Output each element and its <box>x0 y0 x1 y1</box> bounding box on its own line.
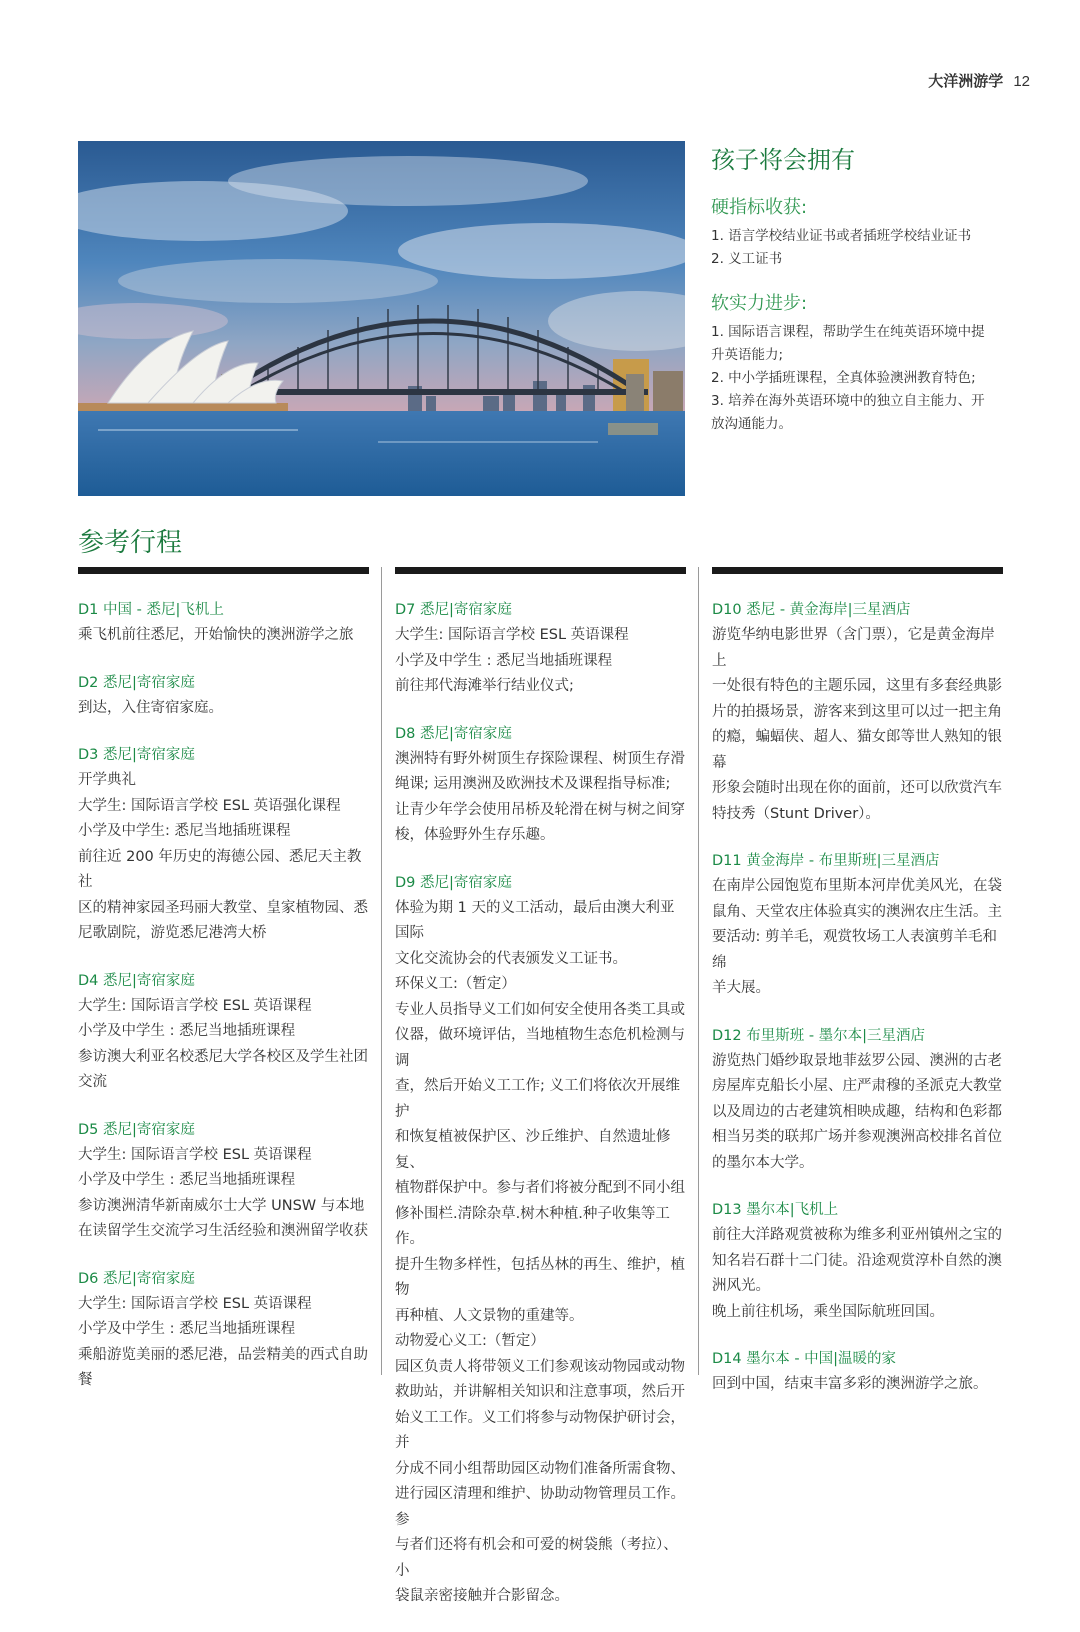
day-title: D10 悉尼 - 黄金海岸|三星酒店 <box>712 602 911 618</box>
day-title: D11 黄金海岸 - 布里斯班|三星酒店 <box>712 853 940 869</box>
hard-benefits-heading: 硬指标收获: <box>711 197 808 218</box>
day-description-line: 游览热门婚纱取景地菲兹罗公园、澳洲的古老 <box>712 1052 1002 1069</box>
day-description-line: 小学及中学生 : 悉尼当地插班课程 <box>78 1172 296 1188</box>
list-item: 2. 中小学插班课程，全真体验澳洲教育特色; <box>711 370 976 386</box>
day-description-line: 与者们还将有机会和可爱的树袋熊（考拉）、小 <box>395 1537 678 1579</box>
list-item: 升英语能力; <box>711 347 784 363</box>
day-description-line: 前往近 200 年历史的海德公园、悉尼天主教社 <box>78 848 362 890</box>
day-description-line: 在读留学生交流学习生活经验和澳洲留学收获 <box>78 1223 368 1239</box>
page-number: 12 <box>1013 73 1030 90</box>
day-description-line: 文化交流协会的代表颁发义工证书。 <box>395 950 627 967</box>
day-description-line: 回到中国，结束丰富多彩的澳洲游学之旅。 <box>712 1376 988 1392</box>
day-description-line: 大学生: 国际语言学校 ESL 英语课程 <box>78 1146 312 1163</box>
itinerary-day <box>78 1267 369 1394</box>
day-title: D3 悉尼|寄宿家庭 <box>78 747 195 763</box>
itinerary-day <box>712 849 1003 1002</box>
brand-title: 大洋洲游学 <box>928 72 1004 90</box>
day-description-line: 交流 <box>78 1074 107 1090</box>
day-description-line: 大学生: 国际语言学校 ESL 英语课程 <box>78 1295 312 1312</box>
day-description-line: 绳课; 运用澳洲及欧洲技术及课程指导标准; <box>395 776 671 792</box>
day-description-line: 的瘾，蝙蝠侠、超人、猫女郎等世人熟知的银幕 <box>712 729 1002 771</box>
day-title: D5 悉尼|寄宿家庭 <box>78 1121 195 1138</box>
column-divider <box>381 567 382 1375</box>
day-description-line: 相当另类的联邦广场并参观澳洲高校排名首位 <box>712 1129 1002 1145</box>
day-title: D8 悉尼|寄宿家庭 <box>395 725 512 742</box>
soft-benefits-heading: 软实力进步: <box>711 293 808 314</box>
day-description-line: 提升生物多样性，包括丛林的再生、维护，植物 <box>395 1256 685 1298</box>
day-description-line: 仪器，做环境评估，当地植物生态危机检测与调 <box>395 1027 685 1069</box>
day-description-line: 小学及中学生 : 悉尼当地插班课程 <box>78 1321 296 1337</box>
list-item: 3. 培养在海外英语环境中的独立自主能力、开 <box>711 393 985 409</box>
day-description-line: 大学生: 国际语言学校 ESL 英语课程 <box>395 627 629 643</box>
day-description-line: 以及周边的古老建筑相映成趣，结构和色彩都 <box>712 1103 1002 1120</box>
page-header <box>928 70 1030 91</box>
day-description-line: 进行园区清理和维护、协助动物管理员工作。参 <box>395 1486 685 1528</box>
itinerary-day <box>78 969 369 1096</box>
itinerary-day <box>395 722 686 849</box>
itinerary-day <box>712 598 1003 827</box>
day-description-line: 环保义工:（暂定） <box>395 976 516 992</box>
itinerary-day <box>78 671 369 722</box>
day-description-line: 园区负责人将带领义工们参观该动物园或动物 <box>395 1358 685 1375</box>
day-description-line: 到达，入住寄宿家庭。 <box>78 699 223 716</box>
day-title: D2 悉尼|寄宿家庭 <box>78 674 195 691</box>
day-description-line: 洲风光。 <box>712 1278 770 1294</box>
day-description-line: 特技秀（Stunt Driver）。 <box>712 805 880 822</box>
list-item: 1. 国际语言课程，帮助学生在纯英语环境中提 <box>711 324 985 340</box>
day-description-line: 专业人员指导义工们如何安全使用各类工具或 <box>395 1001 685 1018</box>
day-description-line: 的墨尔本大学。 <box>712 1154 814 1171</box>
benefits-title: 孩子将会拥有 <box>711 146 855 174</box>
day-description-line: 参访澳洲清华新南威尔士大学 UNSW 与本地 <box>78 1197 365 1214</box>
list-item: 1. 语言学校结业证书或者插班学校结业证书 <box>711 228 972 244</box>
day-description-line: 要活动: 剪羊毛，观赏牧场工人表演剪羊毛和绵 <box>712 929 997 971</box>
column-divider <box>698 567 699 1375</box>
hard-benefits-list <box>711 225 1011 271</box>
day-title: D13 墨尔本|飞机上 <box>712 1202 839 1218</box>
day-description-line: 植物群保护中。参与者们将被分配到不同小组 <box>395 1180 685 1196</box>
day-description-line: 参访澳大利亚名校悉尼大学各校区及学生社团 <box>78 1048 368 1065</box>
day-description-line: 前往邦代海滩举行结业仪式; <box>395 678 574 694</box>
day-title: D9 悉尼|寄宿家庭 <box>395 874 512 891</box>
day-description-line: 游览华纳电影世界（含门票），它是黄金海岸上 <box>712 627 995 669</box>
list-item: 2. 义工证书 <box>711 251 783 267</box>
day-description-line: 小学及中学生: 悉尼当地插班课程 <box>78 823 291 839</box>
itinerary-day <box>78 743 369 947</box>
harbour-illustration <box>78 141 685 496</box>
itinerary-day <box>395 598 686 700</box>
soft-benefits-list <box>711 321 1011 436</box>
day-description-line: 分成不同小组帮助园区动物们准备所需食物、 <box>395 1460 685 1477</box>
day-description-line: 房屋库克船长小屋、庄严肃穆的圣派克大教堂 <box>712 1078 1002 1094</box>
column-rule <box>395 567 686 574</box>
itinerary-title: 参考行程 <box>78 528 183 558</box>
day-description-line: 鼠角、天堂农庄体验真实的澳洲农庄生活。主 <box>712 903 1002 920</box>
day-description-line: 小学及中学生 : 悉尼当地插班课程 <box>395 652 613 669</box>
itinerary-day <box>712 1024 1003 1177</box>
day-description-line: 区的精神家园圣玛丽大教堂、皇家植物园、悉 <box>78 899 368 916</box>
day-description-line: 让青少年学会使用吊桥及轮滑在树与树之间穿 <box>395 801 685 818</box>
day-description-line: 袋鼠亲密接触并合影留念。 <box>395 1588 569 1604</box>
day-description-line: 救助站，并讲解相关知识和注意事项，然后开 <box>395 1384 685 1400</box>
day-description-line: 小学及中学生 : 悉尼当地插班课程 <box>78 1023 296 1039</box>
day-description-line: 乘船游览美丽的悉尼港，品尝精美的西式自助餐 <box>78 1346 368 1388</box>
itinerary-day <box>78 598 369 649</box>
day-description-line: 动物爱心义工:（暂定） <box>395 1333 545 1349</box>
day-title: D1 中国 - 悉尼|飞机上 <box>78 602 224 618</box>
column-rule <box>78 567 369 574</box>
day-description-line: 形象会随时出现在你的面前，还可以欣赏汽车 <box>712 780 1002 796</box>
day-description-line: 在南岸公园饱览布里斯本河岸优美风光，在袋 <box>712 878 1002 894</box>
benefits-panel <box>711 140 1011 454</box>
day-description-line: 开学典礼 <box>78 772 136 788</box>
itinerary-day <box>395 871 686 1610</box>
day-description-line: 知名岩石群十二门徒。沿途观赏淳朴自然的澳 <box>712 1252 1002 1269</box>
itinerary-day <box>712 1347 1003 1398</box>
day-title: D6 悉尼|寄宿家庭 <box>78 1270 195 1287</box>
day-title: D12 布里斯班 - 墨尔本|三星酒店 <box>712 1027 926 1044</box>
day-description-line: 始义工工作。义工们将参与动物保护研讨会，并 <box>395 1409 685 1451</box>
day-description-line: 大学生: 国际语言学校 ESL 英语强化课程 <box>78 797 341 814</box>
list-item: 放沟通能力。 <box>711 416 792 432</box>
day-description-line: 查，然后开始义工工作; 义工们将依次开展维护 <box>395 1078 680 1120</box>
day-description-line: 梭，体验野外生存乐趣。 <box>395 827 555 843</box>
column-rule <box>712 567 1003 574</box>
day-description-line: 和恢复植被保护区、沙丘维护、自然遗址修复、 <box>395 1129 671 1171</box>
day-description-line: 片的拍摄场景，游客来到这里可以过一把主角 <box>712 703 1002 720</box>
day-description-line: 羊大展。 <box>712 980 770 996</box>
day-description-line: 体验为期 1 天的义工活动，最后由澳大利亚国际 <box>395 899 675 941</box>
day-title: D7 悉尼|寄宿家庭 <box>395 602 512 618</box>
day-description-line: 修补围栏.清除杂草.树木种植.种子收集等工作。 <box>395 1205 670 1247</box>
itinerary-column-1 <box>78 567 369 1416</box>
sydney-harbour-photo <box>78 141 685 496</box>
day-description-line: 再种植、人文景物的重建等。 <box>395 1307 584 1324</box>
day-description-line: 尼歌剧院，游览悉尼港湾大桥 <box>78 925 267 941</box>
itinerary-column-2 <box>395 567 686 1632</box>
itinerary-day <box>78 1118 369 1245</box>
day-description-line: 澳洲特有野外树顶生存探险课程、树顶生存滑 <box>395 750 685 767</box>
day-description-line: 乘飞机前往悉尼，开始愉快的澳洲游学之旅 <box>78 627 354 643</box>
day-description-line: 前往大洋路观赏被称为维多利亚州镇州之宝的 <box>712 1227 1002 1243</box>
itinerary-column-3 <box>712 567 1003 1420</box>
day-title: D4 悉尼|寄宿家庭 <box>78 972 195 989</box>
day-description-line: 一处很有特色的主题乐园，这里有多套经典影 <box>712 678 1002 694</box>
day-description-line: 晚上前往机场，乘坐国际航班回国。 <box>712 1303 944 1320</box>
day-description-line: 大学生: 国际语言学校 ESL 英语课程 <box>78 997 312 1014</box>
itinerary-day <box>712 1198 1003 1325</box>
day-title: D14 墨尔本 - 中国|温暖的家 <box>712 1351 897 1367</box>
